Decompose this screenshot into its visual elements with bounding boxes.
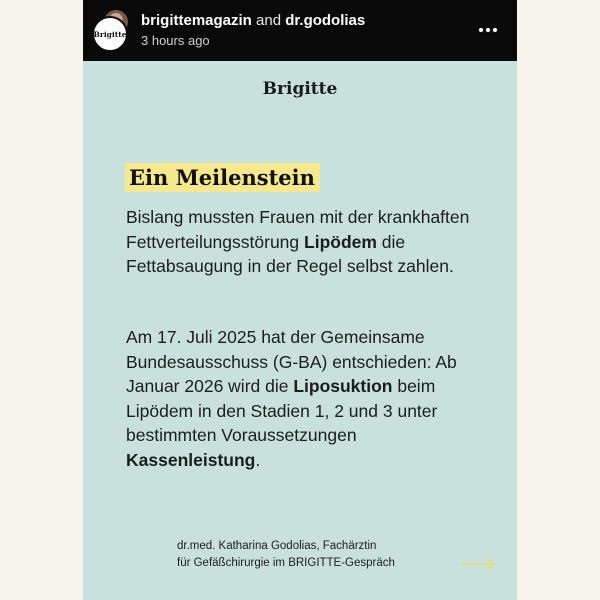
post-authors <box>141 12 365 30</box>
credit-caption <box>177 538 395 572</box>
paragraph-1-text-a: Bislang mussten Frauen mit der krankhaften Fettverteilungsstörung <box>126 207 470 252</box>
paragraph-2-bold-2: Kassenleistung <box>126 449 256 470</box>
headline: Ein Meilenstein <box>125 163 320 192</box>
paragraph-2-bold-1: Liposuktion <box>293 376 393 396</box>
paragraph-1-bold: Lipödem <box>304 231 377 252</box>
paragraph-2-text-b: beim Lipödem in den Stadien 1, 2 und 3 unter bestimmten Voraussetzungen <box>126 376 438 445</box>
credit-line-2: für Gefäßchirurgie im BRIGITTE-Gespräch <box>177 557 395 569</box>
brand-logo: Brigitte <box>262 79 338 99</box>
arrow-right-icon[interactable] <box>461 557 497 571</box>
more-options-button[interactable] <box>475 20 501 40</box>
credit-line-1: dr.med. Katharina Godolias, Fachärztin <box>177 540 377 552</box>
instagram-post <box>83 0 517 600</box>
paragraph-2 <box>126 325 471 472</box>
post-timestamp: 3 hours ago <box>141 33 210 48</box>
paragraph-2-text-a: Am 17. Juli 2025 hat der Gemeinsame Bundesausschuss (G-BA) entschieden: Ab Januar 2026 wird die <box>126 327 457 396</box>
author-conjunction: and <box>256 12 282 29</box>
post-header <box>83 0 517 61</box>
paragraph-1-text-b: die Fettabsaugung in der Regel selbst zahlen. <box>126 231 454 276</box>
paragraph-1 <box>126 205 471 279</box>
author-username[interactable]: brigittemagazin <box>141 12 252 29</box>
avatar[interactable] <box>92 16 128 52</box>
avatar-group[interactable] <box>92 12 128 48</box>
more-horizontal-icon <box>478 27 498 33</box>
avatar-logo-text: Brigitte <box>93 29 127 39</box>
paragraph-2-text-c: . <box>255 449 261 470</box>
collaborator-username[interactable]: dr.godolias <box>285 12 366 29</box>
